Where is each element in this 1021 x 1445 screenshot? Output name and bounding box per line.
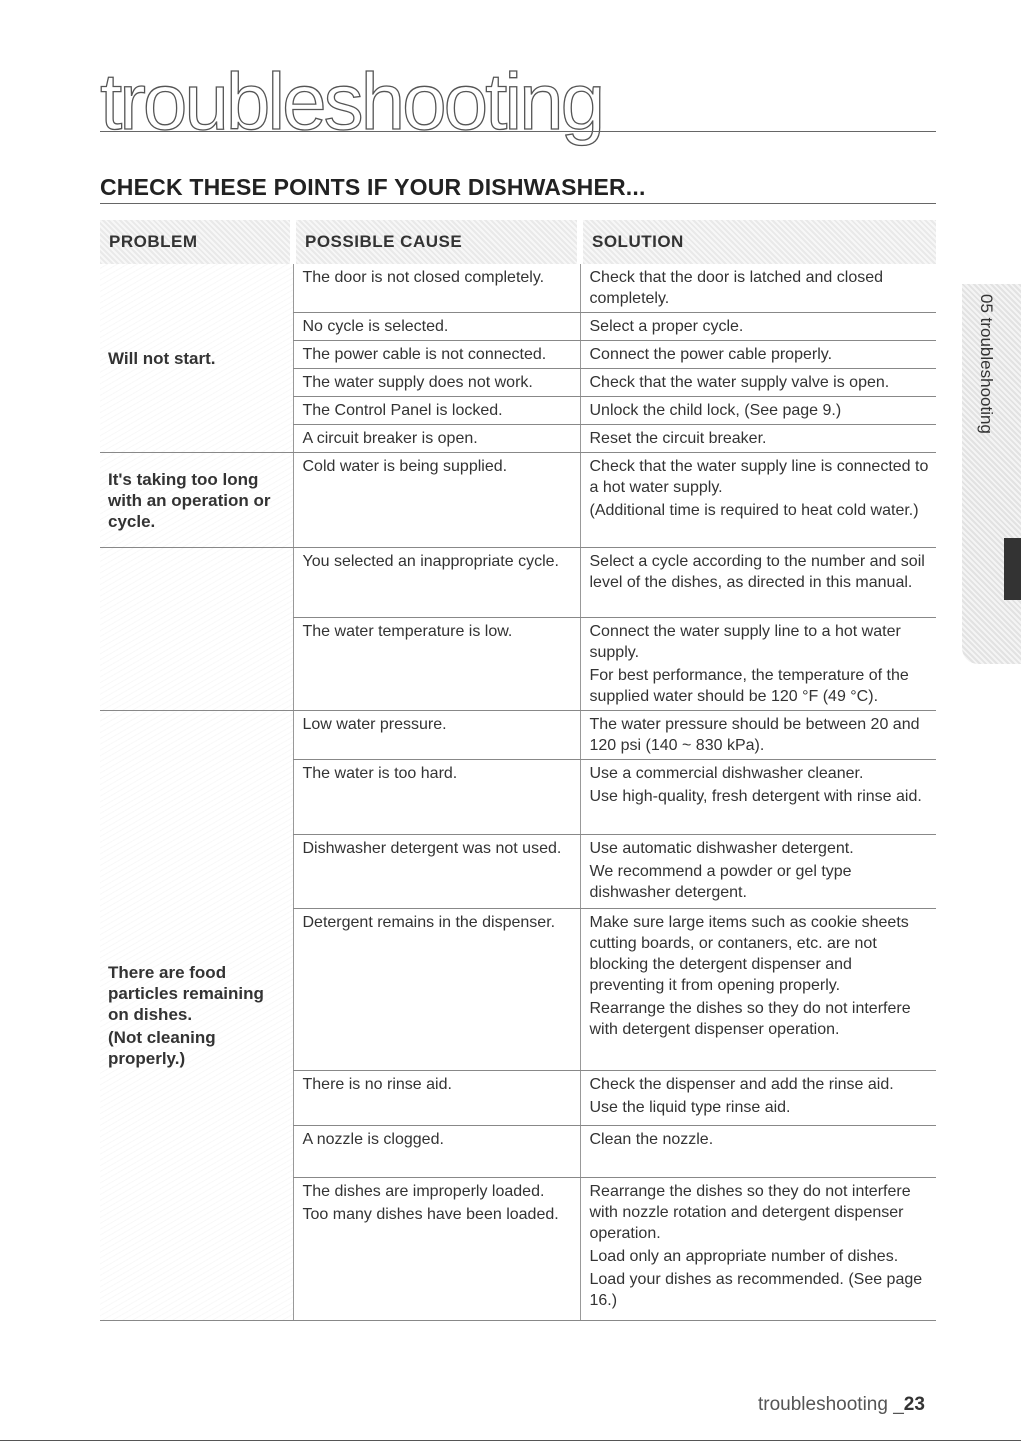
cause-text: The Control Panel is locked. bbox=[302, 402, 503, 419]
solution-cell bbox=[580, 835, 936, 909]
table-row bbox=[100, 548, 936, 618]
cause-text: Dishwasher detergent was not used. bbox=[302, 840, 562, 857]
cause-text: You selected an inappropriate cycle. bbox=[302, 553, 559, 570]
cause-cell bbox=[293, 760, 580, 835]
cause-cell bbox=[293, 453, 580, 548]
cause-text: Detergent remains in the dispenser. bbox=[302, 914, 556, 931]
solution-text: Check that the water supply line is connected to a hot water supply. bbox=[589, 458, 929, 496]
cause-cell bbox=[293, 909, 580, 1071]
solution-text: Check the dispenser and add the rinse aid. bbox=[589, 1076, 894, 1093]
solution-cell bbox=[580, 1071, 936, 1126]
solution-text: Connect the water supply line to a hot water supply. bbox=[589, 623, 901, 661]
solution-text: (Additional time is required to heat cold water.) bbox=[589, 502, 919, 519]
header-possible-cause: POSSIBLE CAUSE bbox=[293, 220, 580, 264]
cause-cell bbox=[293, 548, 580, 618]
cause-text: Too many dishes have been loaded. bbox=[302, 1206, 559, 1223]
cause-text: The door is not closed completely. bbox=[302, 269, 545, 286]
solution-cell bbox=[580, 313, 936, 341]
solution-text: Select a cycle according to the number and soil level of the dishes, as directed in this manual. bbox=[589, 553, 925, 591]
cause-text: The water is too hard. bbox=[302, 765, 458, 782]
title-divider bbox=[100, 131, 936, 132]
page-footer bbox=[758, 1394, 925, 1416]
solution-cell bbox=[580, 548, 936, 618]
section-heading: CHECK THESE POINTS IF YOUR DISHWASHER... bbox=[100, 174, 646, 200]
problem-text: There are food particles remaining on dishes. bbox=[108, 963, 264, 1024]
troubleshooting-table bbox=[100, 220, 936, 1321]
cause-cell bbox=[293, 369, 580, 397]
problem-cell bbox=[100, 453, 293, 548]
solution-text: Load your dishes as recommended. (See page 16.) bbox=[589, 1271, 923, 1309]
problem-text: Will not start. bbox=[108, 348, 216, 368]
cause-cell bbox=[293, 1071, 580, 1126]
cause-text: Cold water is being supplied. bbox=[302, 458, 508, 475]
solution-text: Load only an appropriate number of dishes. bbox=[589, 1248, 899, 1265]
cause-cell bbox=[293, 341, 580, 369]
cause-text: The dishes are improperly loaded. bbox=[302, 1183, 545, 1200]
solution-cell bbox=[580, 369, 936, 397]
solution-cell bbox=[580, 425, 936, 453]
bottom-divider bbox=[0, 1440, 1021, 1441]
cause-cell bbox=[293, 313, 580, 341]
solution-text: Clean the nozzle. bbox=[589, 1131, 714, 1148]
table-row bbox=[100, 264, 936, 313]
cause-cell bbox=[293, 618, 580, 711]
solution-text: Reset the circuit breaker. bbox=[589, 430, 767, 447]
solution-text: Make sure large items such as cookie sheets cutting boards, or contaners, etc. are not blocking the detergent dispenser and preventing it from opening properly. bbox=[589, 914, 909, 994]
problem-cell bbox=[100, 548, 293, 711]
solution-cell bbox=[580, 397, 936, 425]
table-header-row bbox=[100, 220, 936, 264]
section-divider bbox=[100, 203, 936, 204]
cause-text: The water supply does not work. bbox=[302, 374, 533, 391]
solution-text: Rearrange the dishes so they do not interfere with detergent dispenser operation. bbox=[589, 1000, 911, 1038]
page-title: troubleshooting bbox=[100, 57, 603, 146]
cause-text: There is no rinse aid. bbox=[302, 1076, 452, 1093]
header-problem: PROBLEM bbox=[100, 220, 293, 264]
cause-cell bbox=[293, 397, 580, 425]
solution-text: Select a proper cycle. bbox=[589, 318, 744, 335]
solution-text: We recommend a powder or gel type dishwasher detergent. bbox=[589, 863, 852, 901]
table-body bbox=[100, 264, 936, 1321]
problem-cell bbox=[100, 711, 293, 1321]
solution-cell bbox=[580, 453, 936, 548]
solution-cell bbox=[580, 264, 936, 313]
solution-text: For best performance, the temperature of the supplied water should be 120 °F (49 °C). bbox=[589, 667, 909, 705]
solution-text: Use a commercial dishwasher cleaner. bbox=[589, 765, 864, 782]
chapter-side-label: 05 troubleshooting bbox=[977, 294, 996, 434]
solution-cell bbox=[580, 711, 936, 760]
chapter-marker bbox=[1004, 538, 1021, 600]
cause-text: A circuit breaker is open. bbox=[302, 430, 478, 447]
cause-cell bbox=[293, 264, 580, 313]
solution-cell bbox=[580, 909, 936, 1071]
cause-cell bbox=[293, 1126, 580, 1178]
cause-cell bbox=[293, 425, 580, 453]
cause-text: Low water pressure. bbox=[302, 716, 447, 733]
solution-cell bbox=[580, 1126, 936, 1178]
solution-cell bbox=[580, 618, 936, 711]
cause-text: The power cable is not connected. bbox=[302, 346, 547, 363]
cause-text: The water temperature is low. bbox=[302, 623, 513, 640]
cause-cell bbox=[293, 711, 580, 760]
solution-text: Rearrange the dishes so they do not interfere with nozzle rotation and detergent dispenser operation. bbox=[589, 1183, 911, 1242]
cause-cell bbox=[293, 835, 580, 909]
solution-text: Use high-quality, fresh detergent with rinse aid. bbox=[589, 788, 922, 805]
solution-text: Connect the power cable properly. bbox=[589, 346, 833, 363]
cause-text: No cycle is selected. bbox=[302, 318, 449, 335]
cause-text: A nozzle is clogged. bbox=[302, 1131, 444, 1148]
solution-text: Check that the water supply valve is open. bbox=[589, 374, 890, 391]
solution-text: Unlock the child lock, (See page 9.) bbox=[589, 402, 842, 419]
solution-text: Check that the door is latched and closed completely. bbox=[589, 269, 884, 307]
table-row bbox=[100, 711, 936, 760]
solution-cell bbox=[580, 341, 936, 369]
solution-text: Use automatic dishwasher detergent. bbox=[589, 840, 854, 857]
solution-text: Use the liquid type rinse aid. bbox=[589, 1099, 791, 1116]
problem-text: It's taking too long with an operation or cycle. bbox=[108, 469, 271, 531]
solution-cell bbox=[580, 760, 936, 835]
cause-cell bbox=[293, 1178, 580, 1321]
header-solution: SOLUTION bbox=[580, 220, 936, 264]
problem-cell bbox=[100, 264, 293, 453]
solution-text: The water pressure should be between 20 and 120 psi (140 ~ 830 kPa). bbox=[589, 716, 920, 754]
footer-label: troubleshooting _ bbox=[758, 1394, 904, 1415]
page-number: 23 bbox=[903, 1394, 925, 1415]
table-row bbox=[100, 453, 936, 548]
problem-text: (Not cleaning properly.) bbox=[108, 1028, 216, 1068]
solution-cell bbox=[580, 1178, 936, 1321]
